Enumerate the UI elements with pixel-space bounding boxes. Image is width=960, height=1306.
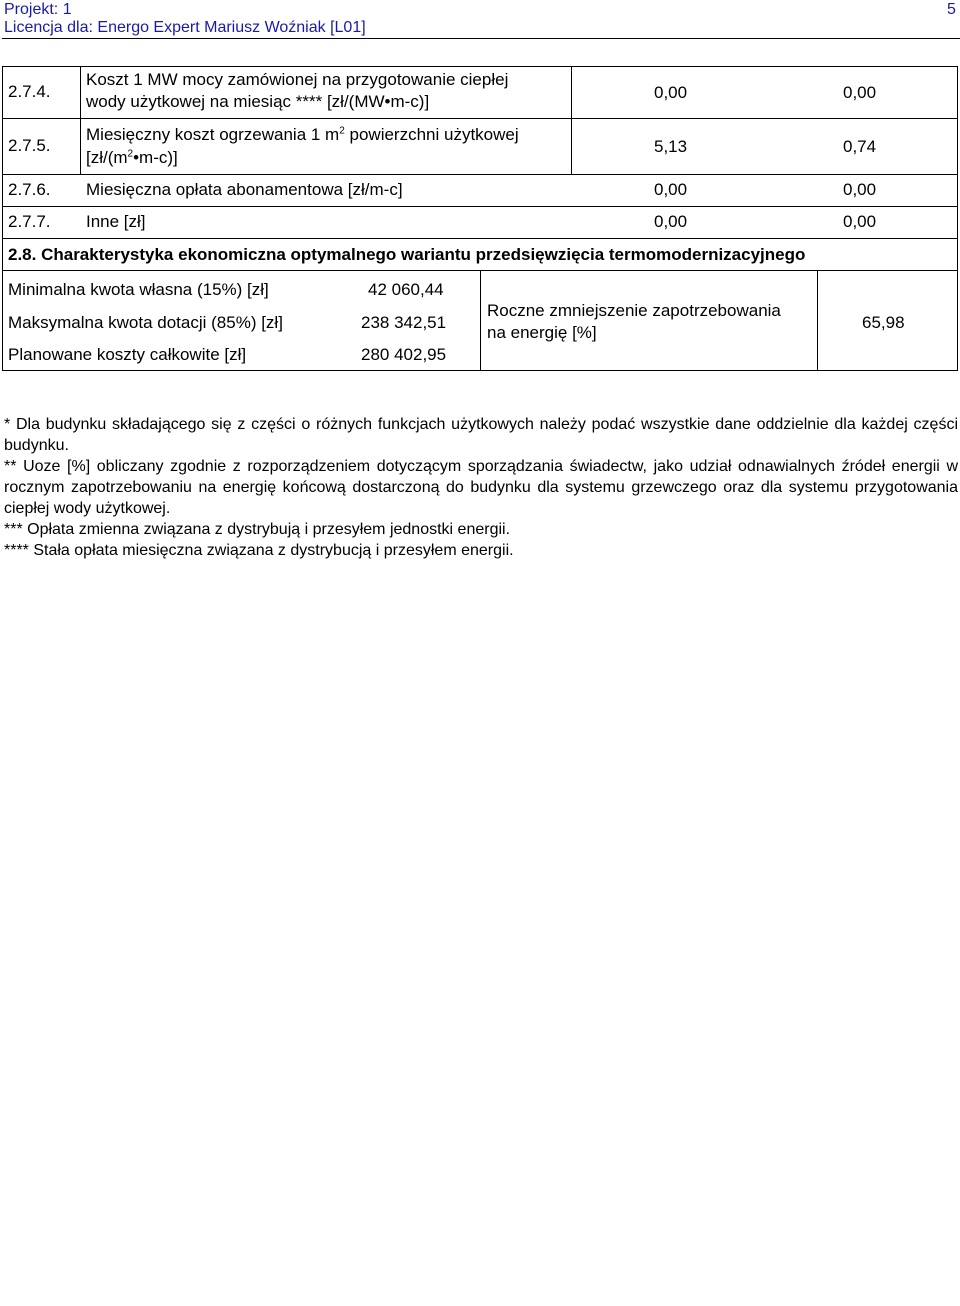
reduction-label: Roczne zmniejszenie zapotrzebowania xyxy=(487,301,781,320)
econ-label: Planowane koszty całkowite [zł] xyxy=(8,345,247,364)
footnote: **** Stała opłata miesięczna związana z dystrybucją i przesyłem energii. xyxy=(4,542,514,559)
econ-value: 42 060,44 xyxy=(368,280,444,299)
row-description: Inne [zł] xyxy=(86,212,146,231)
table-border xyxy=(480,270,481,370)
table-border xyxy=(2,370,958,371)
table-border xyxy=(2,270,3,370)
table-border xyxy=(2,238,958,239)
footnote: * Dla budynku składającego się z części o różnych funkcjach użytkowych należy podać wszystkie dane oddzielnie dla każdej części budynku. xyxy=(4,416,958,454)
row-description: Miesięczny koszt ogrzewania 1 $m^2$ powierzchni użytkowej xyxy=(86,125,519,144)
footnotes xyxy=(4,414,958,561)
table-border xyxy=(2,66,958,67)
row-number: 2.7.6. xyxy=(8,180,51,199)
reduction-value: 65,98 xyxy=(862,313,905,332)
row-value-1: 0,00 xyxy=(654,83,688,102)
reduction-label: na energię [%] xyxy=(487,323,597,342)
header-divider xyxy=(2,38,960,39)
econ-label: Maksymalna kwota dotacji (85%) [zł] xyxy=(8,313,283,332)
row-description: Koszt 1 MW mocy zamówionej na przygotowanie ciepłej xyxy=(86,70,509,89)
econ-label: Minimalna kwota własna (15%) [zł] xyxy=(8,280,269,299)
econ-value: 280 402,95 xyxy=(361,345,447,364)
row-number: 2.7.5. xyxy=(8,136,51,155)
econ-value: 238 342,51 xyxy=(361,313,447,332)
row-value-2: 0,00 xyxy=(843,212,877,231)
project-label: Projekt: 1 xyxy=(4,1,72,18)
footnote: ** Uoze [%] obliczany zgodnie z rozporządzeniem dotyczącym sporządzania świadectw, jako udział odnawialnych źródeł energii w rocznym zapotrzebowaniu na energię końcową dostarczoną do budynku dla systemu grzewczego oraz dla systemu przygotowania ciepłej wody użytkowej. xyxy=(4,458,958,517)
table-border xyxy=(817,270,818,370)
table-border xyxy=(2,66,3,270)
row-description: $[zł/(m^2•m-c)]$ xyxy=(86,148,178,167)
row-number: 2.7.7. xyxy=(8,212,51,231)
row-value-1: 5,13 xyxy=(654,137,688,156)
table-border xyxy=(2,206,958,207)
table-border xyxy=(571,66,572,174)
section-title: 2.8. Charakterystyka ekonomiczna optymalnego wariantu przedsięwzięcia termomodernizacyjnego xyxy=(8,245,806,264)
table-border xyxy=(957,270,958,370)
row-description: wody użytkowej na miesiąc **** [zł/(MW•m-c)] xyxy=(86,92,430,111)
license-label: Licencja dla: Energo Expert Mariusz Woźniak [L01] xyxy=(4,19,366,36)
table-border xyxy=(957,66,958,270)
page-number: 5 xyxy=(947,1,956,18)
row-value-1: 0,00 xyxy=(654,180,688,199)
row-value-2: 0,00 xyxy=(843,83,877,102)
table-border xyxy=(80,66,81,174)
row-value-2: 0,74 xyxy=(843,137,877,156)
table-border xyxy=(2,118,958,119)
row-value-2: 0,00 xyxy=(843,180,877,199)
footnote: *** Opłata zmienna związana z dystrybują i przesyłem jednostki energii. xyxy=(4,521,511,538)
table-border xyxy=(2,174,958,175)
row-number: 2.7.4. xyxy=(8,82,51,101)
row-value-1: 0,00 xyxy=(654,212,688,231)
row-description: Miesięczna opłata abonamentowa [zł/m-c] xyxy=(86,180,403,199)
